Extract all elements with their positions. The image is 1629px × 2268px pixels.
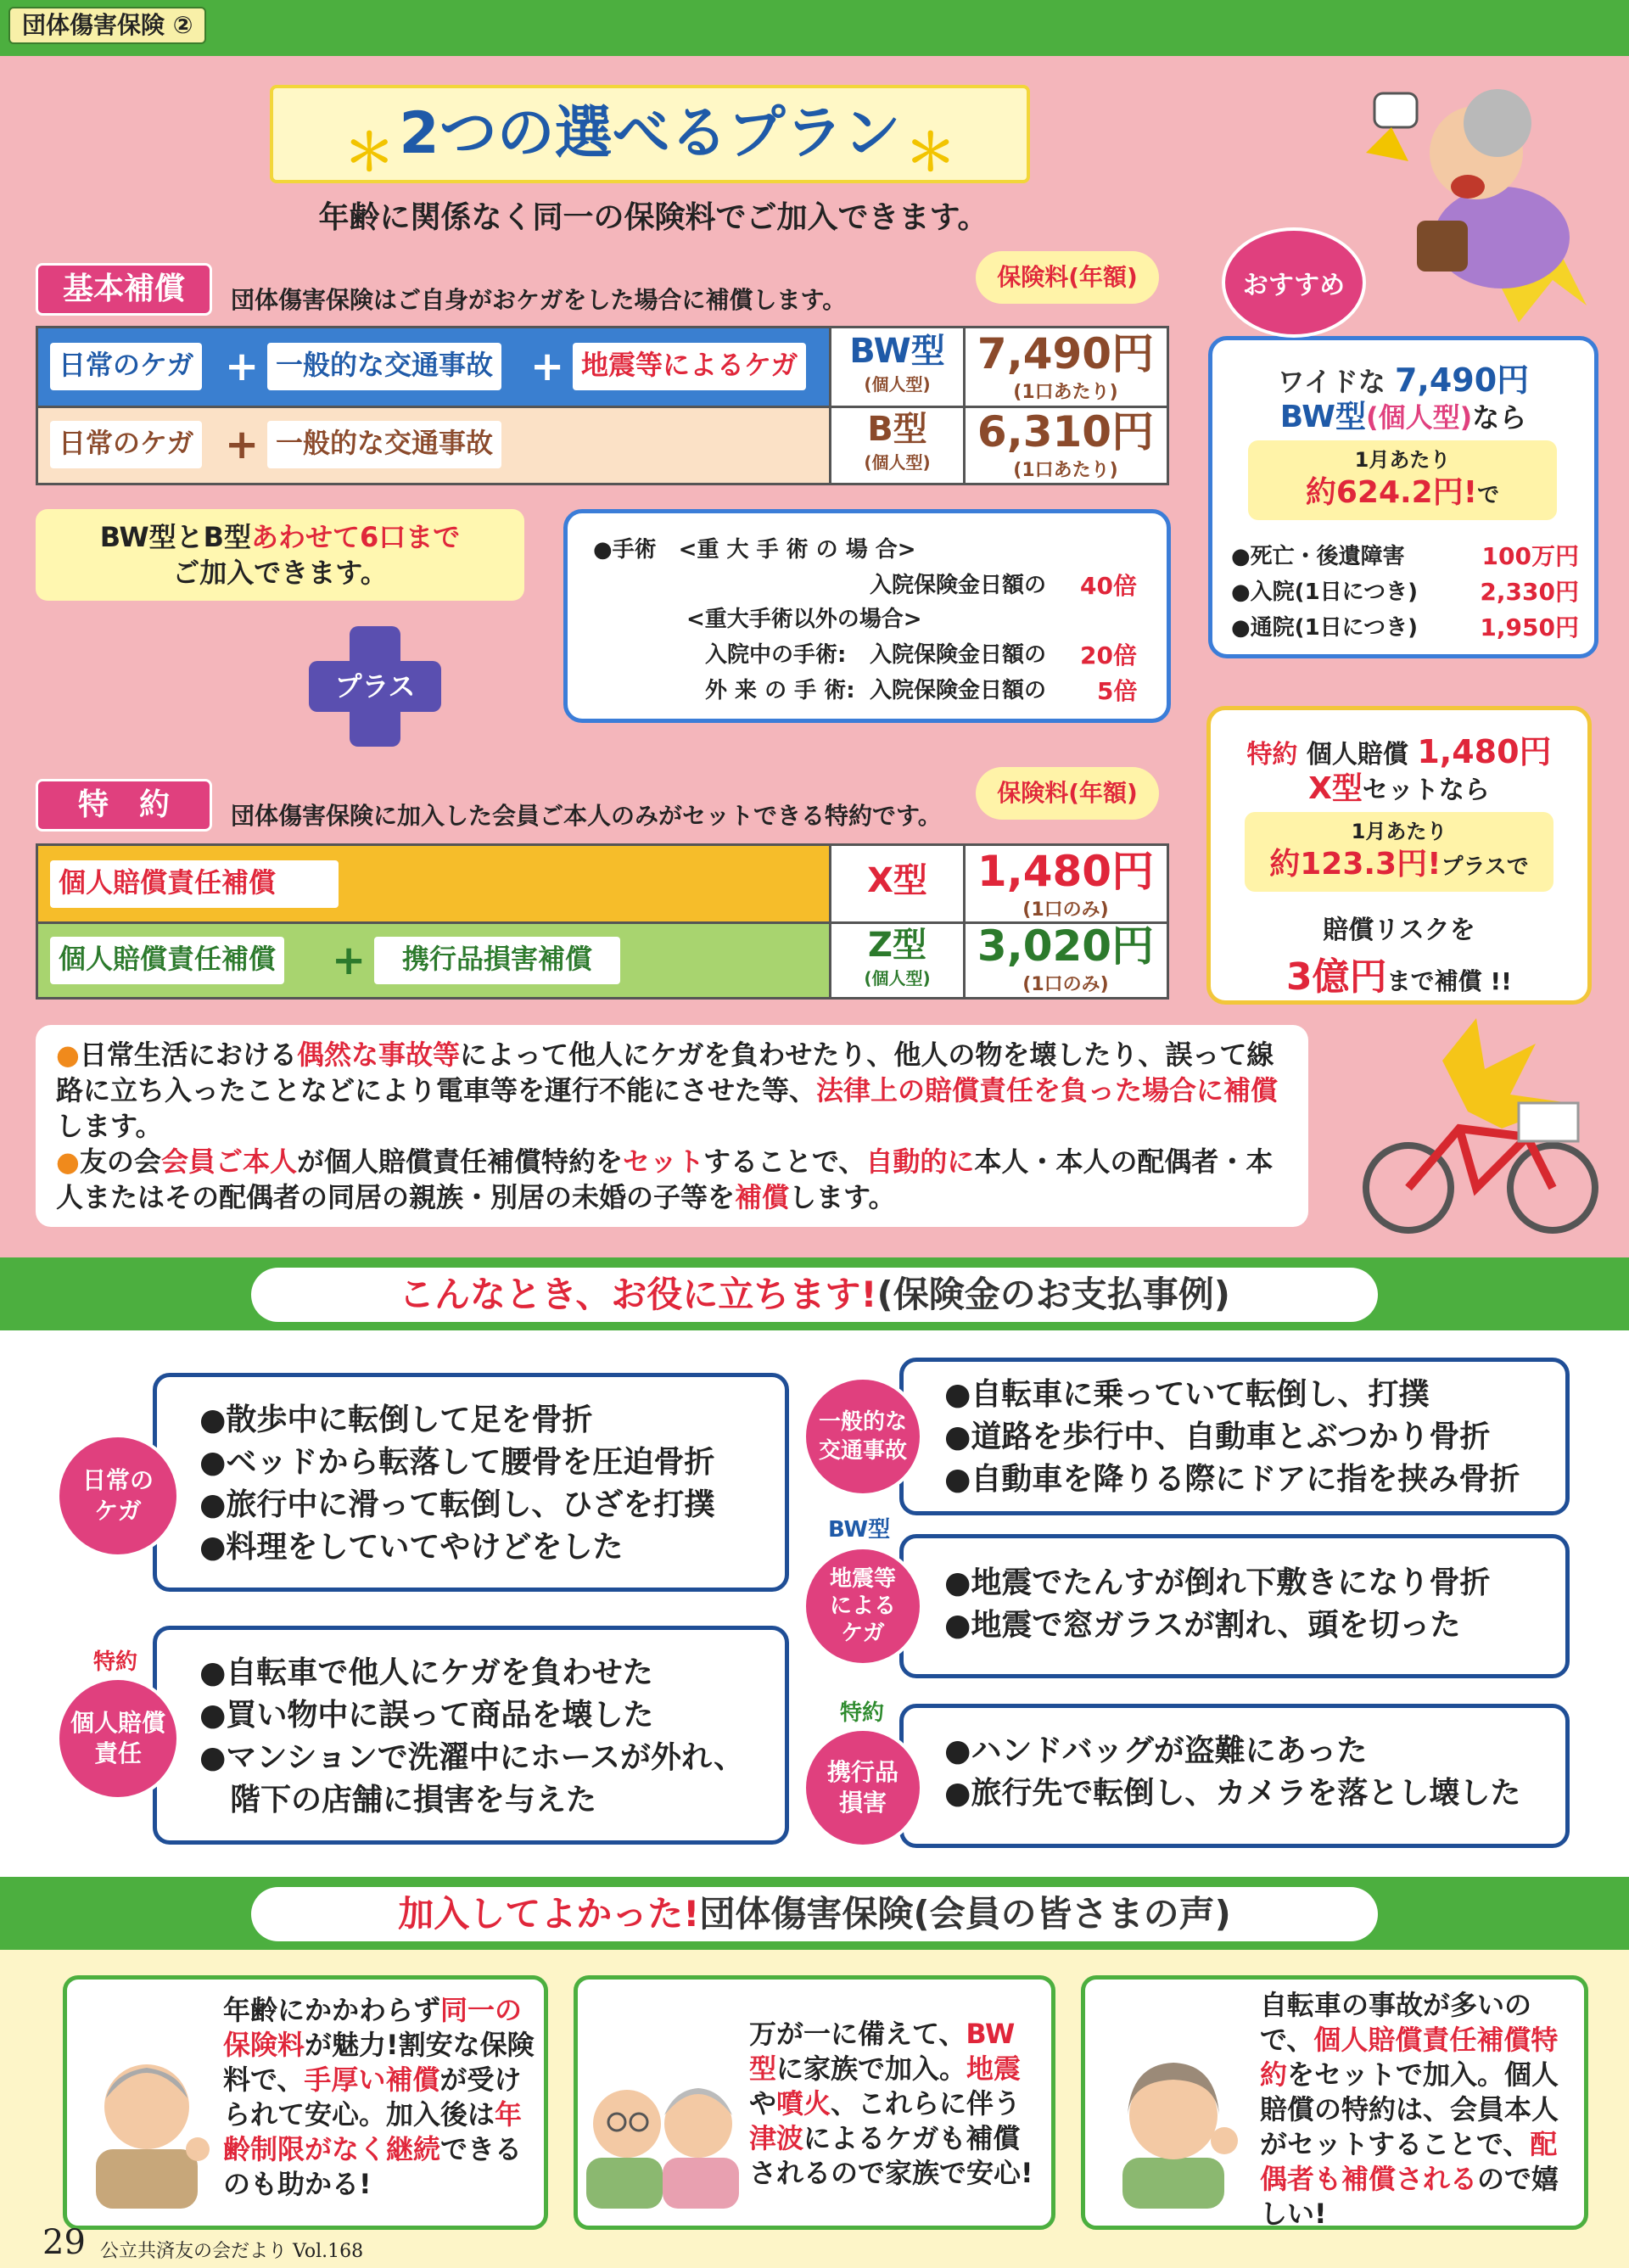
special-line: 特約 個人賠償 1,480円: [1246, 733, 1552, 770]
case-category: 地震等 による ケガ: [803, 1546, 923, 1666]
star-icon: ＊: [904, 123, 956, 183]
body-text: が魅力!割安な保険料で、: [223, 2029, 535, 2096]
case-tag: 特約: [93, 1649, 138, 1675]
case-item: ●自転車に乗っていて転倒し、打撲: [944, 1377, 1430, 1412]
star-icon: ＊: [344, 123, 395, 183]
voice-card: [1081, 1975, 1588, 2230]
plus-icon: +: [225, 421, 260, 468]
case-tag: BW型: [828, 1517, 891, 1543]
case-item: ●地震でたんすが倒れ下敷きになり骨折: [944, 1565, 1491, 1600]
case-item: ●旅行中に滑って転倒し、ひざを打撲: [199, 1487, 715, 1522]
recommend-line: BW型(個人型)なら: [1279, 400, 1527, 434]
emphasis-text: セット: [622, 1145, 704, 1178]
coverage-chip: 一般的な交通事故: [267, 343, 501, 390]
plus-badge-label: プラス: [334, 670, 416, 703]
title-banner: [270, 85, 1030, 183]
bullet-icon: ●: [56, 1145, 80, 1178]
case-category: 個人賠償 責任: [56, 1677, 180, 1800]
basic-coverage-tag: 基本補償: [36, 263, 212, 316]
body-text: することで、: [703, 1145, 866, 1178]
body-text: 本人・本人の配偶者・本人またはその配偶者の同居の親族・別居の未婚の子等を: [56, 1145, 1274, 1213]
body-text: します。: [789, 1181, 896, 1213]
surgery-multiplier: 20倍: [1080, 641, 1137, 669]
surgery-line: <重大手術以外の場合>: [686, 607, 922, 632]
body-text: 、これらに伴う: [831, 2087, 1022, 2120]
plan-name: B型 (個人型): [864, 410, 931, 473]
body-text: が個人賠償責任補償特約を: [296, 1145, 623, 1178]
case-box: [899, 1358, 1570, 1515]
case-box: [899, 1534, 1570, 1678]
couple-avatar: [586, 2047, 739, 2209]
basic-plan-table: [36, 326, 1169, 485]
plan-name: Z型 (個人型): [864, 926, 931, 988]
emphasis-text: BW型: [749, 2018, 1016, 2085]
case-item: ●マンションで洗濯中にホースが外れ、: [199, 1740, 745, 1775]
liability-paragraph: [56, 1144, 1288, 1215]
plan-price: 6,310円 (1口あたり): [977, 407, 1155, 481]
body-text: 日常生活における: [79, 1039, 297, 1071]
case-category: 携行品 損害: [803, 1728, 923, 1848]
body-text: が受けられて安心。加入後は: [223, 2064, 522, 2131]
basic-coverage-note: 団体傷害保険はご自身がおケガをした場合に補償します。: [231, 286, 847, 314]
special-plan-table: [36, 843, 1169, 1000]
surgery-line: ●手術 <重 大 手 術 の 場 合>: [593, 537, 916, 563]
coverage-chip: 日常のケガ: [50, 343, 202, 390]
basic-premium-label: 保険料(年額): [976, 251, 1159, 304]
emphasis-text: 津波: [749, 2122, 804, 2154]
case-item: ●地震で窓ガラスが割れ、頭を切った: [944, 1608, 1461, 1643]
emphasis-text: 自動的に: [865, 1145, 975, 1178]
surgery-line: 入院保険金日額の: [870, 642, 1047, 668]
voice-text: [223, 1993, 537, 2202]
case-item: ●自動車を降りる際にドアに指を挟み骨折: [944, 1462, 1520, 1497]
benefit-list: [1231, 539, 1579, 646]
recommend-line: ワイドな 7,490円: [1277, 361, 1530, 399]
emphasis-text: 会員ご本人: [160, 1145, 297, 1178]
surgery-multiplier: 40倍: [1080, 572, 1137, 600]
emphasis-text: 手厚い補償: [304, 2064, 440, 2096]
body-text: に家族で加入。: [776, 2052, 967, 2085]
voice-card: [63, 1975, 548, 2230]
recommend-box: [1208, 336, 1598, 658]
surgery-line: 入院中の手術:: [705, 642, 847, 668]
case-item: ●道路を歩行中、自動車とぶつかり骨折: [944, 1420, 1491, 1454]
combination-note: BW型とB型あわせて6口まで ご加入できます。: [36, 509, 524, 601]
case-category: 日常の ケガ: [56, 1434, 180, 1558]
coverage-chip: 日常のケガ: [50, 421, 202, 468]
plus-icon: +: [332, 937, 367, 984]
case-box: [153, 1373, 789, 1592]
surgery-line: 入院保険金日額の: [870, 678, 1047, 703]
voice-text: [1260, 1988, 1582, 2232]
emphasis-text: 個人賠償責任補償特約: [1260, 2024, 1559, 2091]
surgery-benefit-box: [563, 509, 1171, 723]
body-text: できるのも助かる!: [223, 2133, 523, 2200]
surgery-line: 外 来 の 手 術:: [705, 678, 855, 703]
plus-icon: +: [225, 343, 260, 390]
benefit-row: ●通院(1日につき) 1,950円: [1231, 613, 1579, 641]
special-line: X型セットなら: [1308, 771, 1490, 806]
case-category: 一般的な 交通事故: [803, 1376, 923, 1497]
benefit-row: ●死亡・後遺障害 100万円: [1231, 542, 1579, 570]
body-text: ので嬉しい!: [1260, 2163, 1559, 2230]
coverage-chip: 一般的な交通事故: [267, 421, 501, 468]
bicycle-accident-illustration: [1358, 1010, 1612, 1247]
liability-paragraph: [56, 1037, 1288, 1144]
body-text: によるケガも補償されるので家族で安心!: [749, 2122, 1033, 2189]
body-text: や: [749, 2087, 777, 2120]
emphasis-text: 法律上の賠償責任を負った場合に補償: [816, 1074, 1279, 1106]
publication-name: 公立共済友の会だより Vol.168: [100, 2241, 364, 2262]
special-line: 賠償リスクを: [1323, 916, 1475, 945]
case-item: ●ハンドバッグが盗難にあった: [944, 1733, 1368, 1768]
special-premium-label: 保険料(年額): [976, 767, 1159, 820]
emphasis-text: 噴火: [776, 2087, 831, 2120]
surgery-line: 入院保険金日額の: [870, 573, 1047, 598]
emphasis-text: 地震: [966, 2052, 1022, 2085]
case-item: 階下の店舗に損害を与えた: [199, 1783, 597, 1817]
body-text: 年齢にかかわらず: [223, 1994, 441, 2026]
bullet-icon: ●: [56, 1039, 80, 1071]
recommend-badge: おすすめ: [1222, 227, 1366, 338]
voice-card: [574, 1975, 1055, 2230]
section-label: 団体傷害保険 ②: [8, 7, 206, 44]
page-title: 2つの選べるプラン: [399, 100, 901, 167]
special-rider-tag: 特 約: [36, 779, 212, 832]
coverage-chip: 地震等によるケガ: [573, 343, 806, 390]
body-text: します。: [56, 1110, 163, 1142]
emphasis-text: 配偶者も補償される: [1260, 2128, 1558, 2195]
plus-badge: [309, 626, 441, 747]
case-item: ●旅行先で転倒し、カメラを落とし壊した: [944, 1776, 1521, 1811]
page-subtitle: 年齢に関係なく同一の保険料でご加入できます。: [318, 200, 988, 235]
emphasis-text: 年齢制限がなく継続: [223, 2098, 523, 2165]
plus-icon: +: [530, 343, 565, 390]
special-recommend-box: [1206, 706, 1592, 1005]
case-item: ●買い物中に誤って商品を壊した: [199, 1698, 654, 1733]
case-item: ●自転車で他人にケガを負わせた: [199, 1655, 653, 1690]
special-line: 3億円まで補償 !!: [1286, 955, 1512, 999]
benefit-row: ●入院(1日につき) 2,330円: [1231, 578, 1579, 606]
plan-price: 7,490円 (1口あたり): [977, 329, 1155, 403]
coverage-chip: 個人賠償責任補償: [50, 937, 284, 984]
page-number: 29: [42, 2223, 86, 2262]
plan-name: X型: [867, 861, 927, 900]
monthly-cost: 1月あたり 約624.2円!で: [1248, 440, 1557, 520]
special-rider-note: 団体傷害保険に加入した会員ご本人のみがセットできる特約です。: [231, 802, 942, 830]
emphasis-text: 偶然な事故等: [296, 1039, 460, 1071]
plan-price: 3,020円 (1口のみ): [977, 921, 1155, 995]
coverage-chip: 個人賠償責任補償: [50, 860, 339, 908]
surgery-multiplier: 5倍: [1097, 677, 1138, 705]
body-text: 友の会: [79, 1145, 161, 1178]
woman-avatar: [1097, 2039, 1250, 2209]
case-box: [899, 1704, 1570, 1848]
case-box: [153, 1626, 789, 1845]
liability-note: [36, 1025, 1308, 1227]
voice-text: [749, 2017, 1038, 2191]
elderly-fall-illustration: [1341, 76, 1595, 331]
body-text: 自転車の事故が多いので、: [1260, 1989, 1532, 2056]
plan-price: 1,480円 (1口のみ): [977, 847, 1155, 921]
cases-heading: こんなとき、お役に立ちます!(保険金のお支払事例): [251, 1268, 1378, 1322]
monthly-cost: 1月あたり 約123.3円!プラスで: [1245, 812, 1553, 892]
body-text: 万が一に備えて、: [749, 2018, 966, 2050]
plan-name: BW型 (個人型): [849, 332, 945, 395]
top-bar: [0, 0, 1629, 56]
emphasis-text: 補償: [735, 1181, 790, 1213]
case-item: ●散歩中に転倒して足を骨折: [199, 1403, 593, 1437]
body-text: によって他人にケガを負わせたり、他人の物を壊したり、誤って線路に立ち入ったことなどにより電車等を運行不能にさせた等、: [56, 1039, 1274, 1106]
emphasis-text: 同一の保険料: [223, 1994, 523, 2061]
case-item: ●ベッドから転落して腰骨を圧迫骨折: [199, 1445, 715, 1480]
man-avatar: [79, 2039, 223, 2209]
body-text: をセットで加入。個人賠償の特約は、会員本人がセットすることで、: [1260, 2058, 1559, 2160]
voices-heading: 加入してよかった!団体傷害保険(会員の皆さまの声): [251, 1887, 1378, 1941]
coverage-chip: 携行品損害補償: [374, 937, 620, 984]
case-tag: 特約: [840, 1700, 885, 1726]
case-item: ●料理をしていてやけどをした: [199, 1530, 624, 1565]
